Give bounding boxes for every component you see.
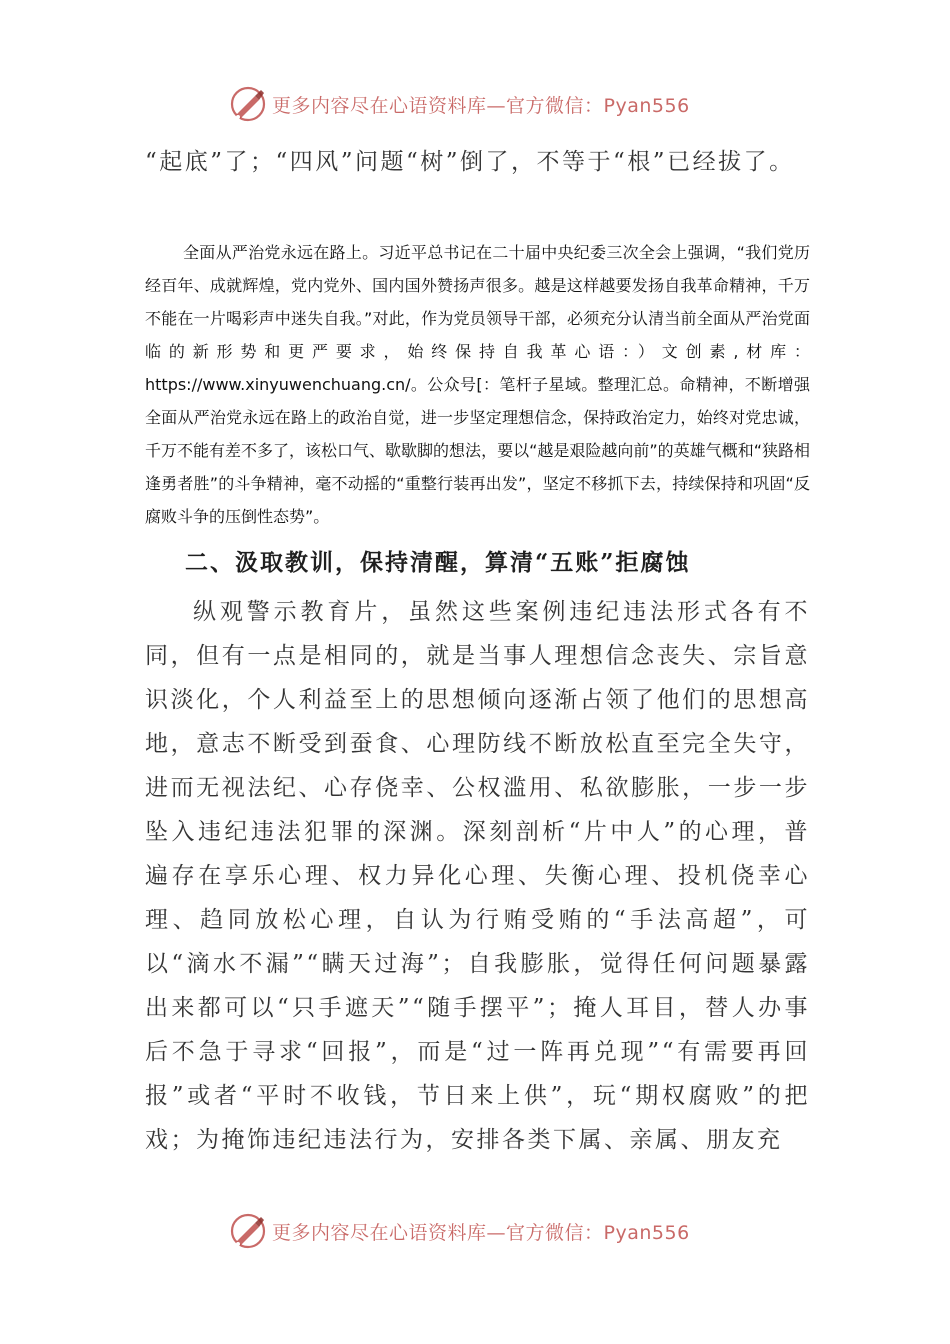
section-heading: 二、汲取教训，保持清醒，算清“五账”拒腐蚀 — [185, 549, 691, 576]
watermark-wechat-id: Pyan556 — [603, 1221, 690, 1244]
body-block — [145, 590, 810, 1162]
watermark-wechat-id: Pyan556 — [603, 94, 690, 117]
watermark-text — [272, 91, 690, 118]
pen-nib-logo-icon — [228, 1211, 268, 1251]
watermark-text — [272, 1218, 690, 1245]
watermark-label: 更多内容尽在心语资料库—官方微信： — [272, 94, 604, 117]
section-heading-block — [145, 543, 810, 583]
continuation-paragraph: “起底”了；“四风”问题“树”倒了，不等于“根”已经拔了。 — [145, 149, 795, 175]
pen-nib-logo-icon — [228, 84, 268, 124]
footer-watermark — [228, 1211, 690, 1251]
body-paragraph: 纵观警示教育片，虽然这些案例违纪违法形式各有不同，但有一点是相同的，就是当事人理想信念丧失、宗旨意识淡化，个人利益至上的思想倾向逐渐占领了他们的思想高地，意志不断受到蚕食、心理防线不断放松直至完全失守，进而无视法纪、心存侥幸、公权滥用、私欲膨胀，一步一步坠入违纪违法犯罪的深渊。深刻剖析“片中人”的心理，普遍存在享乐心理、权力异化心理、失衡心理、投机侥幸心理、趋同放松心理，自认为行贿受贿的“手法高超”，可以“滴水不漏”“瞒天过海”；自我膨胀，觉得任何问题暴露出来都可以“只手遮天”“随手摆平”；掩人耳目，替人办事后不急于寻求“回报”，而是“过一阵再兑现”“有需要再回报”或者“平时不收钱，节日来上供”，玩“期权腐败”的把戏；为掩饰违纪违法行为，安排各类下属、亲属、朋友充 — [145, 599, 810, 1153]
header-watermark — [228, 84, 690, 124]
quote-block — [145, 236, 810, 533]
watermark-label: 更多内容尽在心语资料库—官方微信： — [272, 1221, 604, 1244]
continuation-block — [145, 140, 810, 184]
quote-paragraph: 全面从严治党永远在路上。习近平总书记在二十届中央纪委三次全会上强调，“我们党历经百年、成就辉煌，党内党外、国内国外赞扬声很多。越是这样越要发扬自我革命精神，千万不能在一片喝彩声中迷失自我。”对此，作为党员领导干部，必须充分认清当前全面从严治党面临的新形势和更严要求，始终保持自我革心语：）文创素,材库：https://www.xinyuwenchuang.cn/。公众号[：笔杆子星域。整理汇总。命精神，不断增强全面从严治党永远在路上的政治自觉，进一步坚定理想信念，保持政治定力，始终对党忠诚，千万不能有差不多了，该松口气、歇歇脚的想法，要以“越是艰险越向前”的英雄气概和“狭路相逢勇者胜”的斗争精神，毫不动摇的“重整行装再出发”，坚定不移抓下去，持续保持和巩固“反腐败斗争的压倒性态势”。 — [145, 243, 810, 526]
